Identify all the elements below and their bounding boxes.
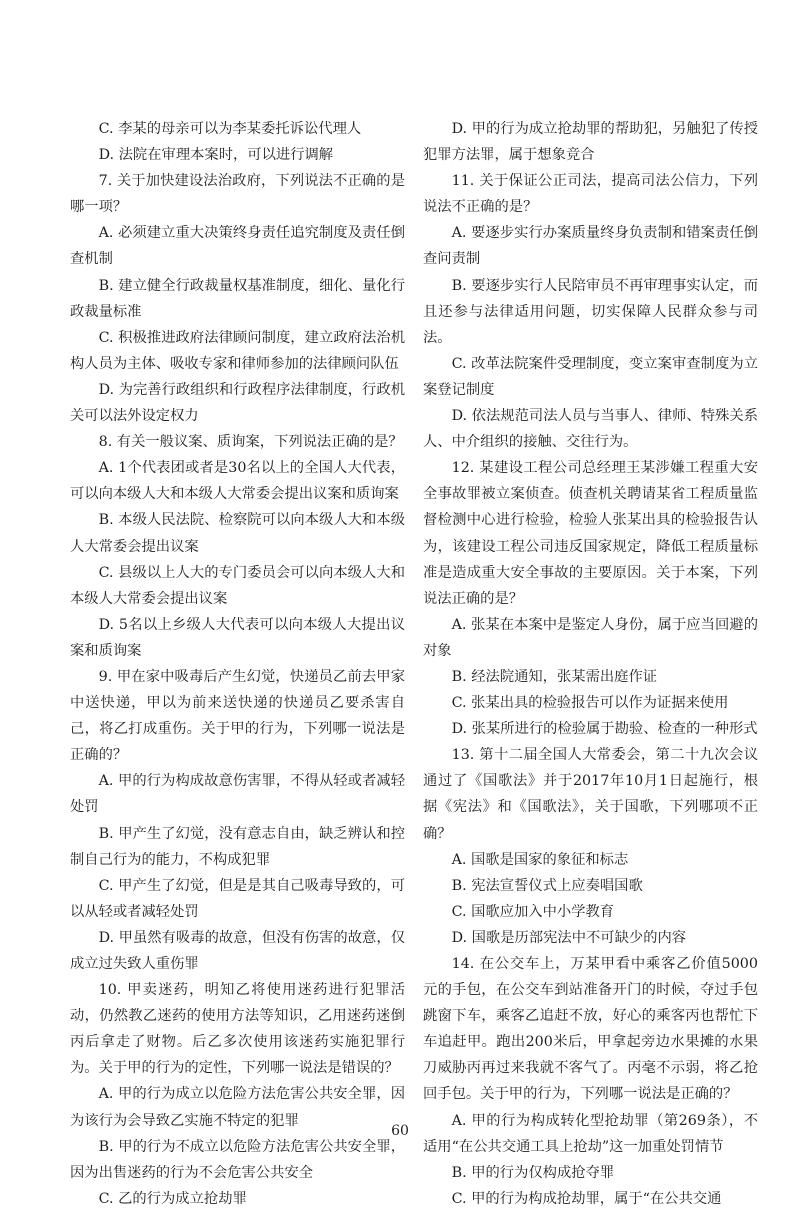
paragraph: C. 甲的行为构成抢劫罪，属于“在公共交通 — [451, 1190, 722, 1207]
paragraph: A. 国歌是国家的象征和标志 — [451, 851, 629, 868]
paragraph: 10. 甲卖迷药，明知乙将使用迷药进行犯罪活动，仍然教乙迷药的使用方法等知识，乙用迷药迷倒丙后拿走了财物。后乙多次使用该迷药实施犯罪行为。关于甲的行为的定性，下列哪一说法是错误的？ — [70, 982, 405, 1077]
paragraph: 13. 第十二届全国人大常委会，第二十九次会议通过了《国歌法》并于2017年10月1日起施行，根据《宪法》和《国歌法》，关于国歌，下列哪项不正确？ — [423, 747, 758, 842]
paragraph: B. 宪法宣誓仪式上应奏唱国歌 — [451, 877, 643, 894]
paragraph: D. 法院在审理本案时，可以进行调解 — [98, 147, 334, 164]
paragraph: D. 国歌是历部宪法中不可缺少的内容 — [451, 929, 687, 946]
paragraph: B. 经法院通知，张某需出庭作证 — [451, 668, 658, 685]
paragraph: A. 张某在本案中是鉴定人身份，属于应当回避的对象 — [423, 616, 758, 659]
paragraph: B. 要逐步实行人民陪审员不再审理事实认定，而且还参与法律适用问题，切实保障人民群众参与司法。 — [423, 277, 758, 346]
paragraph: A. 甲的行为成立以危险方法危害公共安全罪，因为该行为会导致乙实施不特定的犯罪 — [70, 1086, 405, 1129]
paragraph: B. 甲的行为不成立以危险方法危害公共安全罪，因为出售迷药的行为不会危害公共安全 — [70, 1138, 405, 1181]
paragraph: A. 甲的行为构成转化型抢劫罪（第269条），不适用“在公共交通工具上抢劫”这一加重处罚情节 — [423, 1112, 758, 1155]
paragraph: C. 积极推进政府法律顾问制度，建立政府法治机构人员为主体、吸收专家和律师参加的法律顾问队伍 — [70, 329, 405, 372]
paragraph: 8. 有关一般议案、质询案，下列说法正确的是？ — [98, 434, 403, 451]
paragraph: 11. 关于保证公正司法，提高司法公信力，下列说法不正确的是？ — [423, 173, 758, 216]
left-column — [70, 116, 405, 1212]
paragraph: C. 国歌应加入中小学教育 — [451, 903, 615, 920]
paragraph: A. 甲的行为构成故意伤害罪，不得从轻或者减轻处罚 — [70, 773, 405, 816]
paragraph: A. 要逐步实行办案质量终身负责制和错案责任倒查问责制 — [423, 225, 758, 268]
paragraph: D. 张某所进行的检验属于勘验、检查的一种形式 — [451, 721, 758, 738]
paragraph: D. 5名以上乡级人大代表可以向本级人大提出议案和质询案 — [70, 616, 405, 659]
paragraph: 7. 关于加快建设法治政府，下列说法不正确的是哪一项？ — [70, 173, 405, 216]
paragraph: C. 乙的行为成立抢劫罪 — [98, 1190, 247, 1207]
paragraph: A. 1个代表团或者是30名以上的全国人大代表，可以向本级人大和本级人大常委会提出议案和质询案 — [70, 460, 405, 503]
paragraph: D. 甲的行为成立抢劫罪的帮助犯，另触犯了传授犯罪方法罪，属于想象竞合 — [423, 121, 758, 164]
paragraph: C. 县级以上人大的专门委员会可以向本级人大和本级人大常委会提出议案 — [70, 564, 405, 607]
paragraph: B. 本级人民法院、检察院可以向本级人大和本级人大常委会提出议案 — [70, 512, 405, 555]
paragraph: D. 依法规范司法人员与当事人、律师、特殊关系人、中介组织的接触、交往行为。 — [423, 408, 758, 451]
paragraph: D. 甲虽然有吸毒的故意，但没有伤害的故意，仅成立过失致人重伤罪 — [70, 929, 405, 972]
paragraph: 14. 在公交车上，万某甲看中乘客乙价值5000元的手包，在公交车到站准备开门的时候，夺过手包跳窗下车，乘客乙追赶不放，好心的乘客丙也帮忙下车追赶甲。跑出200米后，甲拿起旁边水果摊的水果刀威胁丙再过来我就不客气了。丙毫不示弱，将乙抢回手包。关于甲的行为，下列哪一说法是正确的？ — [423, 956, 758, 1103]
paragraph: A. 必须建立重大决策终身责任追究制度及责任倒查机制 — [70, 225, 405, 268]
paragraph: C. 张某出具的检验报告可以作为证据来使用 — [451, 695, 729, 712]
right-column — [423, 116, 758, 1212]
paragraph: C. 李某的母亲可以为李某委托诉讼代理人 — [98, 121, 362, 137]
paragraph: B. 建立健全行政裁量权基准制度，细化、量化行政裁量标准 — [70, 277, 405, 320]
paragraph: 9. 甲在家中吸毒后产生幻觉，快递员乙前去甲家中送快递，甲以为前来送快递的快递员乙要杀害自己，将乙打成重伤。关于甲的行为，下列哪一说法是正确的？ — [70, 668, 405, 764]
paragraph: D. 为完善行政组织和行政程序法律制度，行政机关可以法外设定权力 — [70, 381, 405, 425]
paragraph: C. 改革法院案件受理制度，变立案审查制度为立案登记制度 — [423, 355, 758, 398]
paragraph: B. 甲的行为仅构成抢夺罪 — [451, 1164, 615, 1181]
paragraph: 12. 某建设工程公司总经理王某涉嫌工程重大安全事故罪被立案侦查。侦查机关聘请某省工程质量监督检测中心进行检验，检验人张某出具的检验报告认为，该建设工程公司违反国家规定，降低工程质量标准是造成重大安全事故的主要原因。关于本案，下列说法正确的是？ — [423, 460, 758, 607]
page-number: 60 — [391, 1123, 409, 1139]
paragraph: C. 甲产生了幻觉，但是是其自己吸毒导致的，可以从轻或者减轻处罚 — [70, 877, 405, 920]
paragraph: B. 甲产生了幻觉，没有意志自由，缺乏辨认和控制自己行为的能力，不构成犯罪 — [70, 825, 405, 868]
